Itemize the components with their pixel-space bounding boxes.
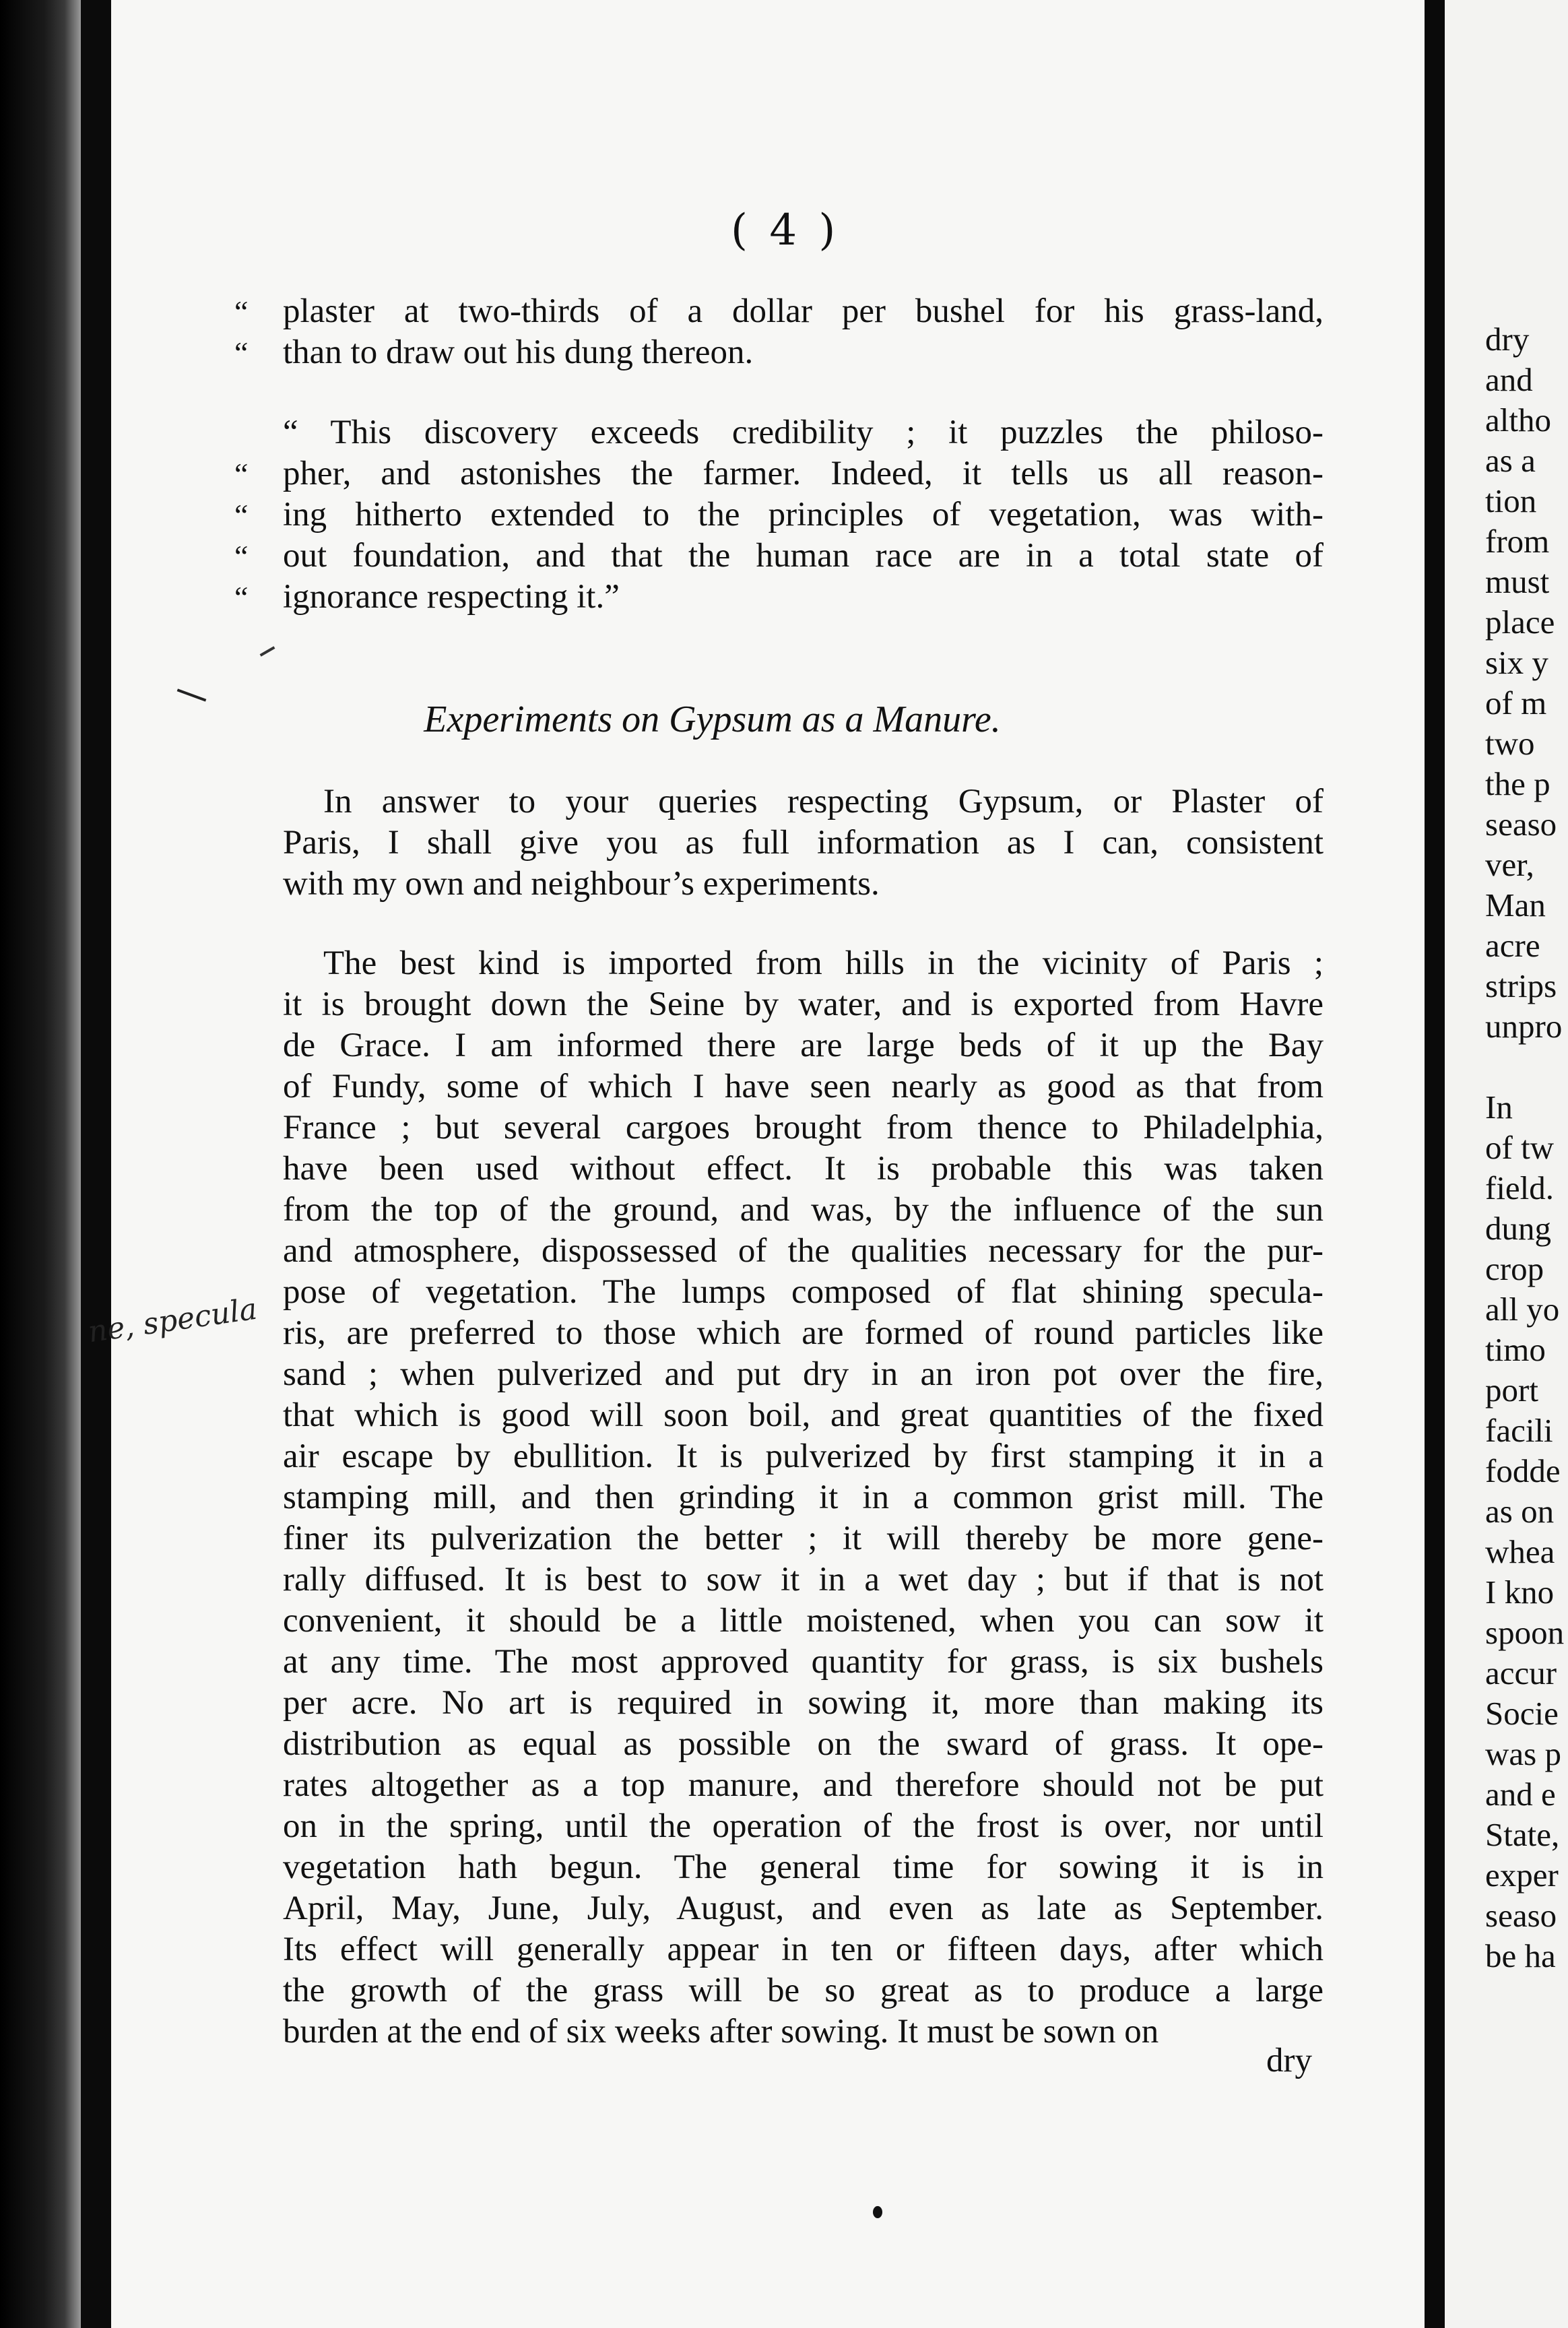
text-line: convenient, it should be a little moistened, when you can sow it xyxy=(283,1602,1324,1640)
text-line xyxy=(234,332,1324,373)
page-gutter xyxy=(1425,0,1445,2328)
scan-left-edge xyxy=(0,0,81,2328)
adjacent-page-line: In xyxy=(1485,1089,1513,1126)
adjacent-page-line: spoon xyxy=(1485,1614,1565,1651)
adjacent-page-line: ver, xyxy=(1485,846,1534,883)
text-line: The best kind is imported from hills in the vicinity of Paris ; xyxy=(323,944,1324,982)
handwritten-margin-note: ne, specula xyxy=(86,1291,259,1350)
quote-mark: “ xyxy=(234,498,249,532)
text-line: and atmosphere, dispossessed of the qualities necessary for the pur- xyxy=(283,1232,1324,1270)
adjacent-page-line: field. xyxy=(1485,1169,1555,1206)
adjacent-page-line: be ha xyxy=(1485,1937,1556,1974)
page-number: ( 4 ) xyxy=(731,205,840,255)
text-line: rates altogether as a top manure, and therefore should not be put xyxy=(283,1766,1324,1804)
text-line: distribution as equal as possible on the sward of grass. It ope- xyxy=(283,1725,1324,1763)
line-text: pher, and astonishes the farmer. Indeed, it tells us all reason- xyxy=(283,455,1324,492)
quote-mark: “ xyxy=(234,580,249,614)
adjacent-page-line: and xyxy=(1485,361,1533,398)
text-line xyxy=(234,291,1324,332)
adjacent-page-line: of m xyxy=(1485,684,1547,721)
quote-mark: “ xyxy=(234,457,249,491)
text-line: In answer to your queries respecting Gypsum, or Plaster of xyxy=(323,783,1324,820)
paragraph-2 xyxy=(283,943,1324,2052)
adjacent-page-line: exper xyxy=(1485,1856,1559,1894)
line-text: than to draw out his dung thereon. xyxy=(283,333,754,371)
adjacent-page-line: was p xyxy=(1485,1735,1561,1772)
adjacent-page-line: seaso xyxy=(1485,806,1557,843)
text-line: from the top of the ground, and was, by the influence of the sun xyxy=(283,1191,1324,1229)
text-line: finer its pulverization the better ; it will thereby be more gene- xyxy=(283,1520,1324,1557)
text-line: burden at the end of six weeks after sowing. It must be sown on xyxy=(283,2013,1159,2050)
adjacent-page-line: Man xyxy=(1485,886,1546,924)
adjacent-page-line: fodde xyxy=(1485,1452,1561,1489)
text-line xyxy=(234,536,1324,577)
text-line xyxy=(283,412,1324,453)
text-line: Paris, I shall give you as full information as I can, consistent xyxy=(283,824,1324,862)
adjacent-page-line: six y xyxy=(1485,644,1548,681)
text-line: per acre. No art is required in sowing it, more than making its xyxy=(283,1684,1324,1722)
adjacent-page-line: of tw xyxy=(1485,1129,1555,1166)
adjacent-page-line: timo xyxy=(1485,1331,1546,1368)
text-line: at any time. The most approved quantity for grass, is six bushels xyxy=(283,1643,1324,1681)
quote-block-second xyxy=(234,412,1324,618)
text-line xyxy=(234,453,1324,494)
adjacent-page-line: acre xyxy=(1485,927,1540,964)
adjacent-page-line: I kno xyxy=(1485,1574,1555,1611)
adjacent-page-line: dung xyxy=(1485,1210,1551,1247)
text-line: de Grace. I am informed there are large beds of it up the Bay xyxy=(283,1027,1324,1064)
adjacent-page-line: facili xyxy=(1485,1412,1553,1449)
text-line: of Fundy, some of which I have seen nearly as good as that from xyxy=(283,1068,1324,1105)
quote-mark: “ xyxy=(234,294,249,329)
text-line: have been used without effect. It is probable this was taken xyxy=(283,1150,1324,1188)
text-line: it is brought down the Seine by water, and is exported from Havre xyxy=(283,985,1324,1023)
adjacent-page-line: as a xyxy=(1485,442,1536,479)
adjacent-page-line: altho xyxy=(1485,401,1551,439)
text-line: pose of vegetation. The lumps composed of flat shining specula- xyxy=(283,1273,1324,1311)
line-text: ignorance respecting it.” xyxy=(283,578,620,616)
catchword: dry xyxy=(1266,2042,1312,2079)
adjacent-page-line: crop xyxy=(1485,1250,1544,1287)
line-text: plaster at two-thirds of a dollar per bushel for his grass-land, xyxy=(283,292,1324,330)
adjacent-page-line: two xyxy=(1485,725,1535,762)
line-text: “ This discovery exceeds credibility ; it puzzles the philoso- xyxy=(283,414,1324,451)
adjacent-page-line: tion xyxy=(1485,482,1537,519)
text-line: the growth of the grass will be so great as to produce a large xyxy=(283,1972,1324,2009)
quote-mark: “ xyxy=(234,539,249,573)
adjacent-page-line: from xyxy=(1485,523,1550,560)
text-line: that which is good will soon boil, and great quantities of the fixed xyxy=(283,1396,1324,1434)
text-line xyxy=(234,494,1324,536)
line-text: out foundation, and that the human race are in a total state of xyxy=(283,537,1324,575)
quote-block-top xyxy=(234,291,1324,373)
adjacent-page-line: strips xyxy=(1485,967,1557,1004)
adjacent-page-line: place xyxy=(1485,604,1555,641)
adjacent-page-line: and e xyxy=(1485,1776,1556,1813)
line-text: ing hitherto extended to the principles of vegetation, was with- xyxy=(283,496,1324,534)
adjacent-page-line: the p xyxy=(1485,765,1550,802)
text-line xyxy=(234,577,1324,618)
adjacent-page-line: as on xyxy=(1485,1493,1555,1530)
adjacent-page-line: unpro xyxy=(1485,1008,1563,1045)
bottom-dot xyxy=(873,2206,882,2218)
quote-mark: “ xyxy=(234,335,249,370)
adjacent-page-line: all yo xyxy=(1485,1291,1560,1328)
adjacent-page-line: seaso xyxy=(1485,1897,1557,1934)
text-line: Its effect will generally appear in ten or fifteen days, after which xyxy=(283,1931,1324,1968)
text-line: France ; but several cargoes brought from thence to Philadelphia, xyxy=(283,1109,1324,1146)
text-line: air escape by ebullition. It is pulverized by first stamping it in a xyxy=(283,1437,1324,1475)
text-line: stamping mill, and then grinding it in a common grist mill. The xyxy=(283,1479,1324,1516)
adjacent-page-line: must xyxy=(1485,563,1550,600)
text-line: vegetation hath begun. The general time for sowing it is in xyxy=(283,1848,1324,1886)
adjacent-page-line: accur xyxy=(1485,1654,1557,1691)
adjacent-page-line: State, xyxy=(1485,1816,1560,1853)
adjacent-page-line: dry xyxy=(1485,321,1530,358)
adjacent-page-line: whea xyxy=(1485,1533,1555,1570)
text-line: rally diffused. It is best to sow it in a wet day ; but if that is not xyxy=(283,1561,1324,1598)
text-line: ris, are preferred to those which are formed of round particles like xyxy=(283,1314,1324,1352)
text-line: with my own and neighbour’s experiments. xyxy=(283,865,880,903)
text-line: sand ; when pulverized and put dry in an iron pot over the fire, xyxy=(283,1355,1324,1393)
adjacent-page-line: Socie xyxy=(1485,1695,1559,1732)
text-line: April, May, June, July, August, and even as late as September. xyxy=(283,1889,1324,1927)
section-heading: Experiments on Gypsum as a Manure. xyxy=(424,699,1001,740)
text-line: on in the spring, until the operation of the frost is over, nor until xyxy=(283,1807,1324,1845)
paragraph-1 xyxy=(283,781,1324,905)
adjacent-page-line: port xyxy=(1485,1371,1538,1409)
